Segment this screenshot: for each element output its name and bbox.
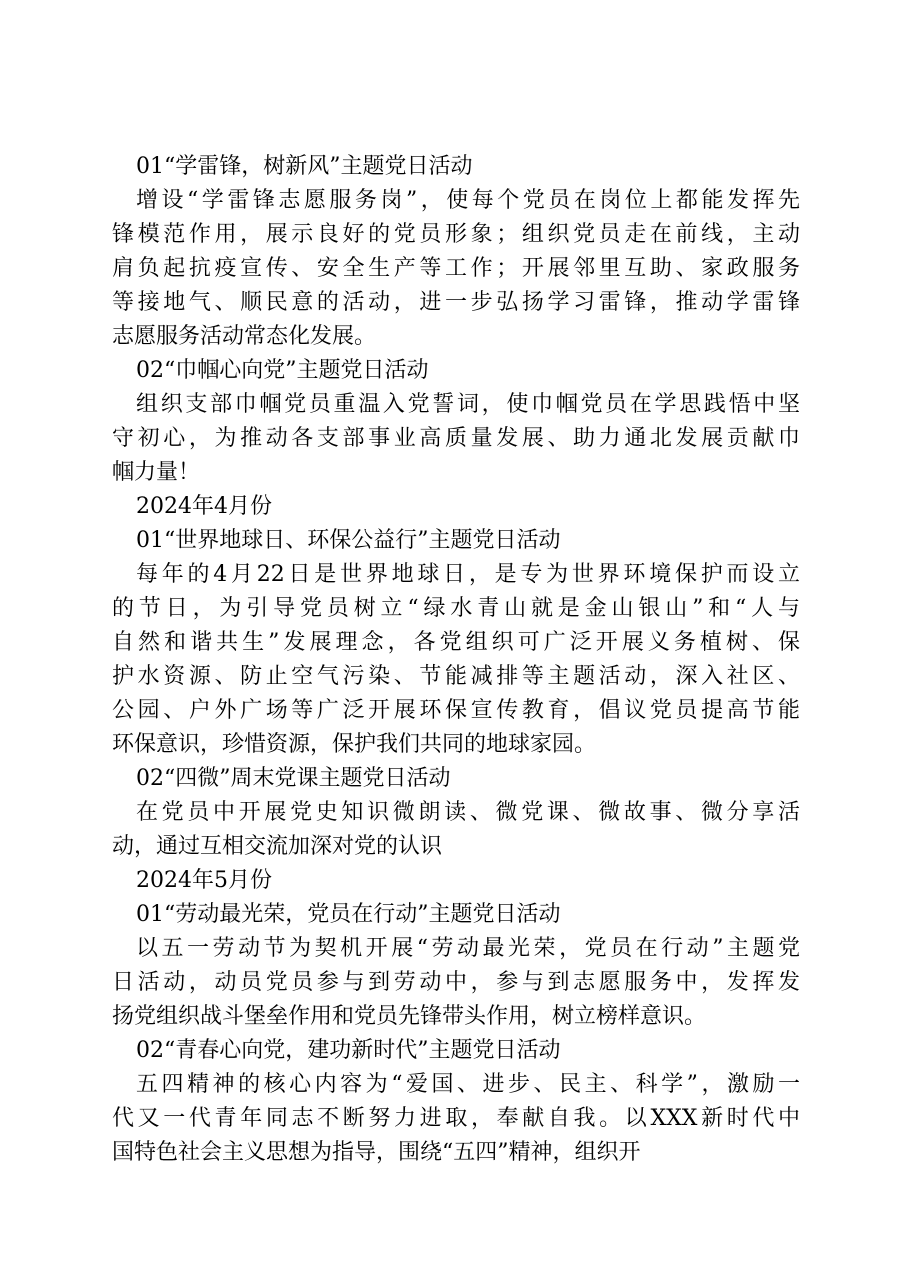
activity-heading: 02“巾帼心向党”主题党日活动 <box>136 358 429 383</box>
paragraph-line: 守初心，为推动各支部事业高质量发展、助力通北发展贡献巾 <box>112 426 800 451</box>
paragraph-line: 组织支部巾帼党员重温入党誓词，使巾帼党员在学思践悟中坚 <box>136 392 800 417</box>
paragraph-line: 自然和谐共生”发展理念，各党组织可广泛开展义务植树、保 <box>112 630 800 655</box>
paragraph-line: 动，通过互相交流加深对党的认识 <box>112 834 443 859</box>
activity-heading: 01“劳动最光荣，党员在行动”主题党日活动 <box>136 902 561 927</box>
paragraph-line: 日活动，动员党员参与到劳动中，参与到志愿服务中，发挥发 <box>112 970 800 995</box>
activity-heading: 01“学雷锋，树新风”主题党日活动 <box>136 154 473 179</box>
month-heading: 2024年4月份 <box>136 494 272 519</box>
activity-heading: 02“四微”周末党课主题党日活动 <box>136 766 451 791</box>
paragraph-line: 扬党组织战斗堡垒作用和党员先锋带头作用，树立榜样意识。 <box>112 1004 707 1029</box>
paragraph-line: 五四精神的核心内容为“爱国、进步、民主、科学”，激励一 <box>136 1072 800 1097</box>
activity-heading: 02“青春心向党，建功新时代”主题党日活动 <box>136 1038 561 1063</box>
activity-heading: 01“世界地球日、环保公益行”主题党日活动 <box>136 528 561 553</box>
paragraph-line: 帼力量！ <box>112 460 201 485</box>
paragraph-line: 公园、户外广场等广泛开展环保宣传教育，倡议党员提高节能 <box>112 698 800 723</box>
paragraph-line: 护水资源、防止空气污染、节能减排等主题活动，深入社区、 <box>112 664 800 689</box>
paragraph-line: 等接地气、顺民意的活动，进一步弘扬学习雷锋，推动学雷锋 <box>112 290 800 315</box>
paragraph-line: 环保意识，珍惜资源，保护我们共同的地球家园。 <box>112 732 597 757</box>
paragraph-line: 每年的4月22日是世界地球日，是专为世界环境保护而设立 <box>136 562 800 587</box>
paragraph-line: 的节日，为引导党员树立“绿水青山就是金山银山”和“人与 <box>112 596 800 621</box>
paragraph-line: 肩负起抗疫宣传、安全生产等工作；开展邻里互助、家政服务 <box>112 256 800 281</box>
paragraph-line: 锋模范作用，展示良好的党员形象；组织党员走在前线，主动 <box>112 222 800 247</box>
paragraph-line: 增设“学雷锋志愿服务岗”，使每个党员在岗位上都能发挥先 <box>136 188 800 213</box>
document-body <box>112 150 800 1170</box>
paragraph-line: 代又一代青年同志不断努力进取，奉献自我。以XXX新时代中 <box>112 1106 800 1131</box>
month-heading: 2024年5月份 <box>136 868 272 893</box>
paragraph-line: 国特色社会主义思想为指导，围绕“五四”精神，组织开 <box>112 1140 641 1165</box>
paragraph-line: 以五一劳动节为契机开展“劳动最光荣，党员在行动”主题党 <box>136 936 800 961</box>
paragraph-line: 志愿服务活动常态化发展。 <box>112 324 377 349</box>
paragraph-line: 在党员中开展党史知识微朗读、微党课、微故事、微分享活 <box>136 800 800 825</box>
